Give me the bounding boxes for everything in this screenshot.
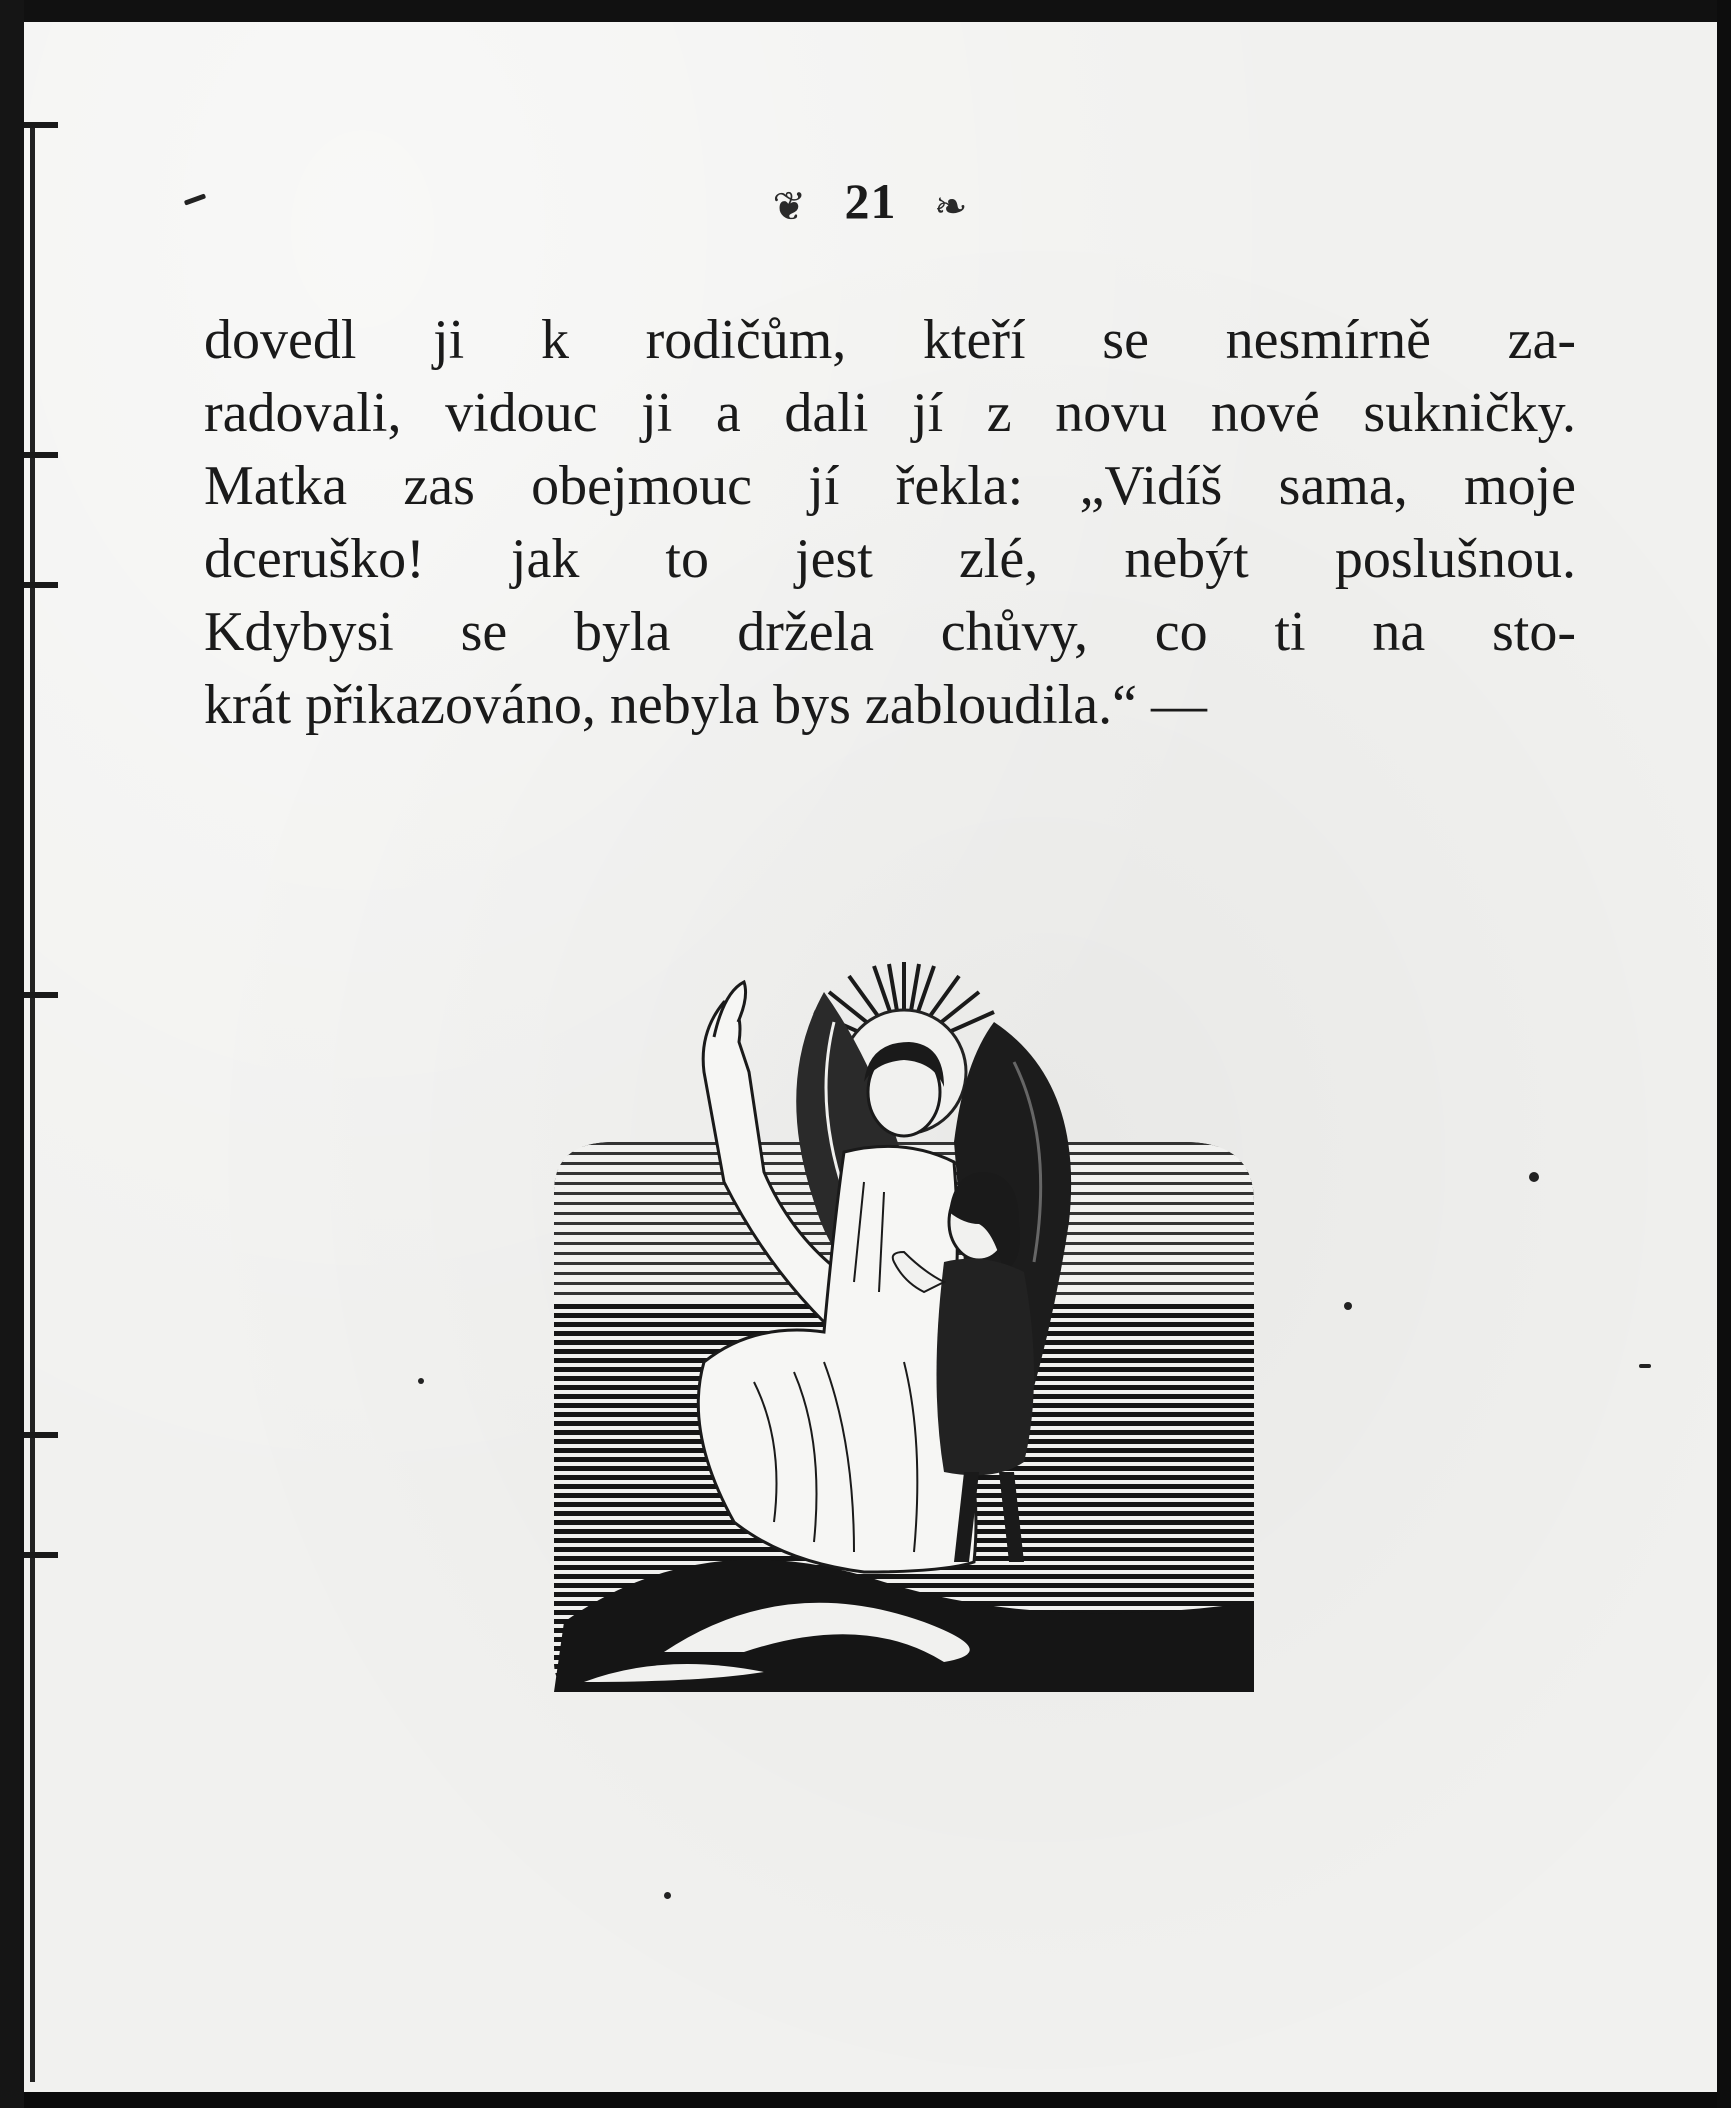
text-line: dovedl ji k rodičům, kteří se nesmírně za- (204, 309, 1576, 371)
binding-stitch (24, 452, 58, 458)
text-line: krát přikazováno, nebyla bys zabloudila.“ — (204, 674, 1207, 736)
text-line: Kdybysi se byla držela chůvy, co ti na sto- (204, 601, 1576, 663)
print-speck (664, 1892, 671, 1899)
page-number: 21 (844, 173, 897, 229)
scan-border-top (0, 0, 1731, 22)
binding-thread (30, 122, 35, 2082)
text-line: Matka zas obejmouc jí řekla: „Vidíš sama, moje (204, 455, 1576, 517)
print-speck (1344, 1302, 1352, 1310)
print-speck (1529, 1172, 1539, 1182)
ornament-right-icon: ❧ (934, 184, 969, 230)
ornament-left-icon: ❦ (772, 184, 807, 230)
binding-stitch (24, 1432, 58, 1438)
binding-stitch (24, 122, 58, 128)
book-page (24, 22, 1717, 2092)
print-speck (418, 1378, 424, 1384)
scan-border-left (0, 0, 24, 2108)
text-line: radovali, vidouc ji a dali jí z novu nové sukničky. (204, 382, 1576, 444)
binding-stitch (24, 1552, 58, 1558)
page-header (24, 172, 1717, 230)
page-binding (24, 22, 40, 2092)
angel-guiding-child-icon (524, 962, 1284, 1742)
text-line: dceruško! jak to jest zlé, nebýt poslušnou. (204, 528, 1576, 590)
binding-stitch (24, 992, 58, 998)
body-text (204, 304, 1576, 742)
binding-stitch (24, 582, 58, 588)
scan-border-right (1717, 0, 1731, 2108)
print-speck (1639, 1364, 1651, 1368)
